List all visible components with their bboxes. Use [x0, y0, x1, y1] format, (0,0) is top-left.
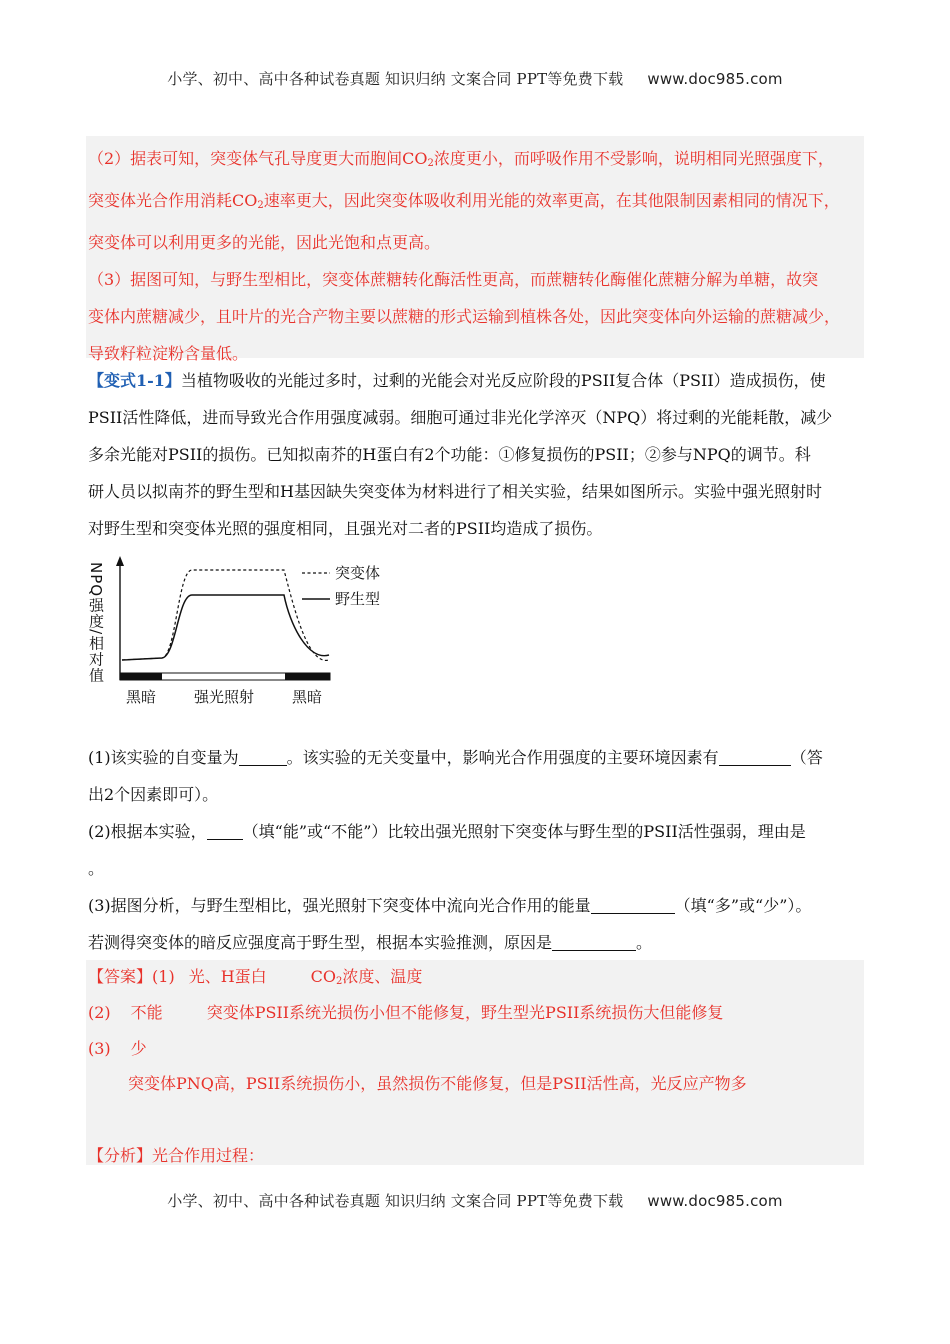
answer-line-4 — [128, 1071, 747, 1094]
answer-1-value-1: 光、H蛋白 — [188, 967, 267, 986]
stem-line-1: 【变式1-1】当植物吸收的光能过多时，过剩的光能会对光反应阶段的PSII复合体（PSII）造成损伤，使 — [88, 371, 826, 390]
sub-questions — [88, 739, 863, 961]
npq-chart — [84, 552, 404, 722]
question-stem — [88, 362, 863, 547]
q3-blank-1[interactable] — [591, 897, 675, 914]
header-site: www.doc985.com — [647, 70, 783, 88]
x-label-light: 强光照射 — [193, 688, 255, 706]
q1-blank-2[interactable] — [719, 749, 791, 766]
dark-bar-right — [285, 673, 330, 680]
page-footer — [0, 1190, 950, 1211]
answer-block — [86, 960, 864, 1165]
prev-line-3: 突变体可以利用更多的光能，因此光饱和点更高。 — [88, 233, 441, 252]
y-axis-label: NPQ强度/相对值 — [87, 562, 105, 684]
analysis-label: 【分析】 — [88, 1146, 153, 1165]
stem-line-2: PSII活性降低，进而导致光合作用强度减弱。细胞可通过非光化学淬灭（NPQ）将过剩的光能耗散，减少 — [88, 408, 833, 427]
prev-line-6: 导致籽粒淀粉含量低。 — [88, 344, 249, 363]
q1-line-2: 出2个因素即可）。 — [88, 785, 219, 804]
header-text: 小学、初中、高中各种试卷真题 知识归纳 文案合同 PPT等免费下载 — [167, 70, 624, 88]
answer-line-3: (3) 少 — [88, 1036, 147, 1059]
q3-blank-2[interactable] — [552, 934, 636, 951]
footer-text: 小学、初中、高中各种试卷真题 知识归纳 文案合同 PPT等免费下载 — [167, 1192, 624, 1210]
y-axis-arrow — [116, 556, 124, 566]
prev-line-1: （2）据表可知，突变体气孔导度更大而胞间$CO_2$浓度更小，而呼吸作用不受影响，说明相同光照强度下， — [88, 149, 834, 169]
answer-1-value-2: $CO_2$浓度、温度 — [310, 967, 423, 987]
q2-line-1: (2)根据本实验， （填“能”或“不能”）比较出强光照射下突变体与野生型的PSII活性强弱，理由是 — [88, 822, 806, 841]
dark-bar-left — [120, 673, 162, 680]
analysis-line — [88, 1143, 264, 1166]
footer-site: www.doc985.com — [647, 1192, 783, 1210]
answer-3-value-2: 突变体PNQ高，PSII系统损伤小，虽然损伤不能修复，但是PSII活性高，光反应产物多 — [128, 1074, 747, 1093]
q2-blank-1[interactable] — [207, 823, 243, 840]
series-wildtype-line — [122, 595, 329, 660]
x-label-dark-1: 黑暗 — [125, 688, 157, 706]
page-header — [0, 68, 950, 89]
answer-line-1: 【答案】(1) 光、H蛋白 $CO_2$浓度、温度 — [88, 964, 422, 987]
q1-line-1: (1)该实验的自变量为 。该实验的无关变量中，影响光合作用强度的主要环境因素有 （答 — [88, 748, 823, 767]
answer-label: 【答案】 — [88, 967, 153, 986]
legend-mutant: 突变体 — [335, 564, 381, 582]
answer-2-value-2: 突变体PSII系统光损伤小但不能修复，野生型光PSII系统损伤大但能修复 — [206, 1003, 724, 1022]
analysis-text: 光合作用过程： — [152, 1146, 265, 1165]
stem-line-5: 对野生型和突变体光照的强度相同，且强光对二者的PSII均造成了损伤。 — [88, 519, 603, 538]
prev-line-5: 变体内蔗糖减少，且叶片的光合产物主要以蔗糖的形式运输到植株各处，因此突变体向外运输的蔗糖减少， — [88, 307, 841, 326]
q3-line-2: 若测得突变体的暗反应强度高于野生型，根据本实验推测，原因是 。 — [88, 933, 653, 952]
answer-2-value-1: 不能 — [130, 1003, 163, 1022]
x-label-dark-2: 黑暗 — [291, 688, 323, 706]
q3-line-1: (3)据图分析，与野生型相比，强光照射下突变体中流向光合作用的能量 （填“多”或“少”）。 — [88, 896, 812, 915]
previous-answer — [88, 140, 863, 372]
q1-blank-1[interactable] — [239, 749, 287, 766]
prev-line-4: （3）据图可知，与野生型相比，突变体蔗糖转化酶活性更高，而蔗糖转化酶催化蔗糖分解为单糖，故突 — [88, 270, 819, 289]
answer-3-value-1: 少 — [130, 1039, 147, 1058]
prev-line-2: 突变体光合作用消耗$CO_2$速率更大，因此突变体吸收利用光能的效率更高，在其他限制因素相同的情况下， — [88, 191, 840, 211]
answer-line-2: (2) 不能 突变体PSII系统光损伤小但不能修复，野生型光PSII系统损伤大但能修复 — [88, 1000, 723, 1023]
stem-line-3: 多余光能对PSII的损伤。已知拟南芥的H蛋白有2个功能：①修复损伤的PSII；②参与NPQ的调节。科 — [88, 445, 811, 464]
series-mutant-line — [122, 570, 329, 660]
q2-line-2: 。 — [88, 859, 105, 878]
legend-wildtype: 野生型 — [335, 590, 381, 608]
stem-line-4: 研人员以拟南芥的野生型和H基因缺失突变体为材料进行了相关实验，结果如图所示。实验中强光照射时 — [88, 482, 822, 501]
question-label: 【变式1-1】 — [88, 371, 181, 390]
